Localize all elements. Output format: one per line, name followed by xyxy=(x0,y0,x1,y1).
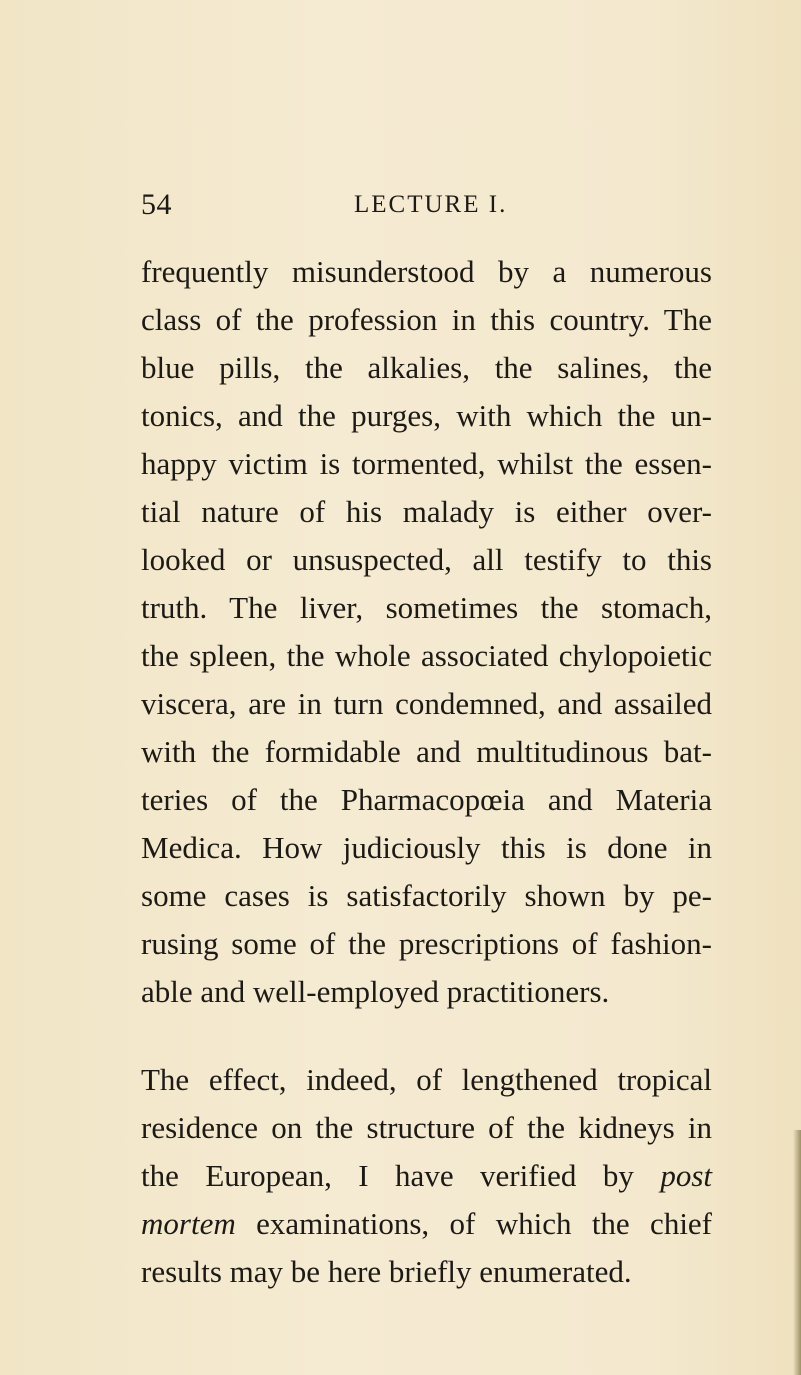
text-line: class of the profession in this country. The xyxy=(141,302,712,337)
text-line: viscera, are in turn condemned, and assailed xyxy=(141,686,712,721)
text-line: with the formidable and multitudinous bat- xyxy=(141,734,712,769)
text-line: looked or unsuspected, all testify to this xyxy=(141,542,712,577)
text-line: Medica. How judiciously this is done in xyxy=(141,830,712,865)
text-line: the spleen, the whole associated chylopoietic xyxy=(141,638,712,673)
page-header xyxy=(141,185,711,225)
text-run: examinations, of which the chief xyxy=(256,1206,713,1241)
text-line: teries of the Pharmacopœia and Materia xyxy=(141,782,712,817)
page-number: 54 xyxy=(141,188,172,221)
text-line: tial nature of his malady is either over- xyxy=(141,494,712,529)
text-line: some cases is satisfactorily shown by pe- xyxy=(141,878,712,913)
text-line: residence on the structure of the kidneys in xyxy=(141,1110,712,1145)
text-line: tonics, and the purges, with which the un- xyxy=(141,398,712,433)
text-line xyxy=(141,1152,712,1200)
text-line: blue pills, the alkalies, the salines, the xyxy=(141,350,712,385)
text-run: the European, I have verified by xyxy=(141,1158,634,1193)
text-line: results may be here briefly enumerated. xyxy=(141,1254,632,1289)
text-line: truth. The liver, sometimes the stomach, xyxy=(141,590,712,625)
paragraph-gap xyxy=(141,1016,712,1056)
running-head: LECTURE I. xyxy=(354,191,508,218)
text-line xyxy=(141,1200,712,1248)
body-text xyxy=(141,248,712,1296)
page-edge-shadow xyxy=(793,1130,801,1375)
text-line: able and well-employed practitioners. xyxy=(141,974,610,1009)
text-line: frequently misunderstood by a numerous xyxy=(141,254,712,289)
text-line: rusing some of the prescriptions of fashion- xyxy=(141,926,712,961)
paragraph-2 xyxy=(141,1056,712,1296)
text-line: The effect, indeed, of lengthened tropical xyxy=(141,1062,712,1097)
italic-text: post xyxy=(660,1158,712,1193)
paragraph-1 xyxy=(141,248,712,1016)
italic-text: mortem xyxy=(141,1206,236,1241)
text-line: happy victim is tormented, whilst the essen- xyxy=(141,446,712,481)
